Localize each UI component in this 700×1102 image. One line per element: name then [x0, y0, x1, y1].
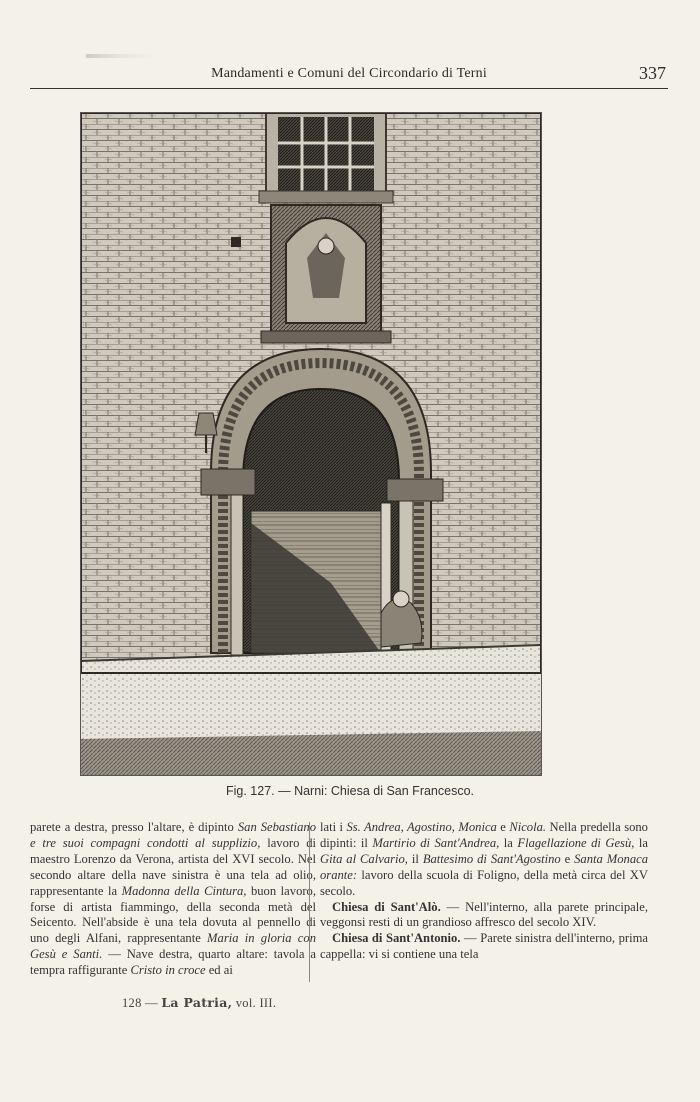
- running-header: [30, 62, 668, 89]
- header-title: Mandamenti e Comuni del Circondario di Terni: [211, 66, 487, 81]
- text-column-right: [320, 820, 648, 963]
- figure-caption: Fig. 127. — Narni: Chiesa di San Francesco.: [225, 784, 475, 798]
- paragraph: Chiesa di Sant'Alò. — Nell'interno, alla parete principale, veggonsi resti di un grandioso affresco del secolo XIV.: [320, 899, 648, 930]
- section-heading: Chiesa di Sant'Alò.: [332, 899, 441, 914]
- print-smudge: [86, 54, 156, 58]
- page-number: 337: [639, 63, 666, 83]
- paragraph: Chiesa di Sant'Antonio. — Parete sinistra dell'interno, prima cappella: vi si contiene una tela: [320, 931, 648, 962]
- column-divider: [309, 822, 310, 982]
- paragraph: parete a destra, presso l'altare, è dipinto San Sebastiano e tre suoi compagni condotti al supplizio, lavoro di maestro Lorenzo da Verona, artista del XVI secolo. Nel secondo altare della nave sinistra è una tela ad olio, rappresentante la Madonna della Cintura, buon lavoro, forse di artista fiammingo, della seconda metà del Seicento. Nell'abside è una tela dovuta al pennello di uno degli Alfani, rappresentante Maria in gloria con Gesù e Santi. — Nave destra, quarto altare: tavola a tempra raffigurante Cristo in croce ed ai: [30, 820, 317, 978]
- section-heading: Chiesa di Sant'Antonio.: [332, 931, 461, 946]
- footer-volume: vol. III.: [235, 996, 277, 1010]
- church-portal-engraving: [81, 113, 541, 775]
- page-footer: [122, 995, 276, 1011]
- engraving-figure: [80, 112, 542, 776]
- footer-signature: 128 —: [122, 996, 158, 1010]
- footer-title: La Patria,: [161, 995, 233, 1010]
- text-column-left: [30, 820, 316, 979]
- paragraph: lati i Ss. Andrea, Agostino, Monica e Nicola. Nella predella sono dipinti: il Martirio di Sant'Andrea, la Flagellazione di Gesù, la Gita al Calvario, il Battesimo di Sant'Agostino e Santa Monaca orante: lavoro della scuola di Foligno, della metà circa del XV secolo.: [320, 820, 649, 898]
